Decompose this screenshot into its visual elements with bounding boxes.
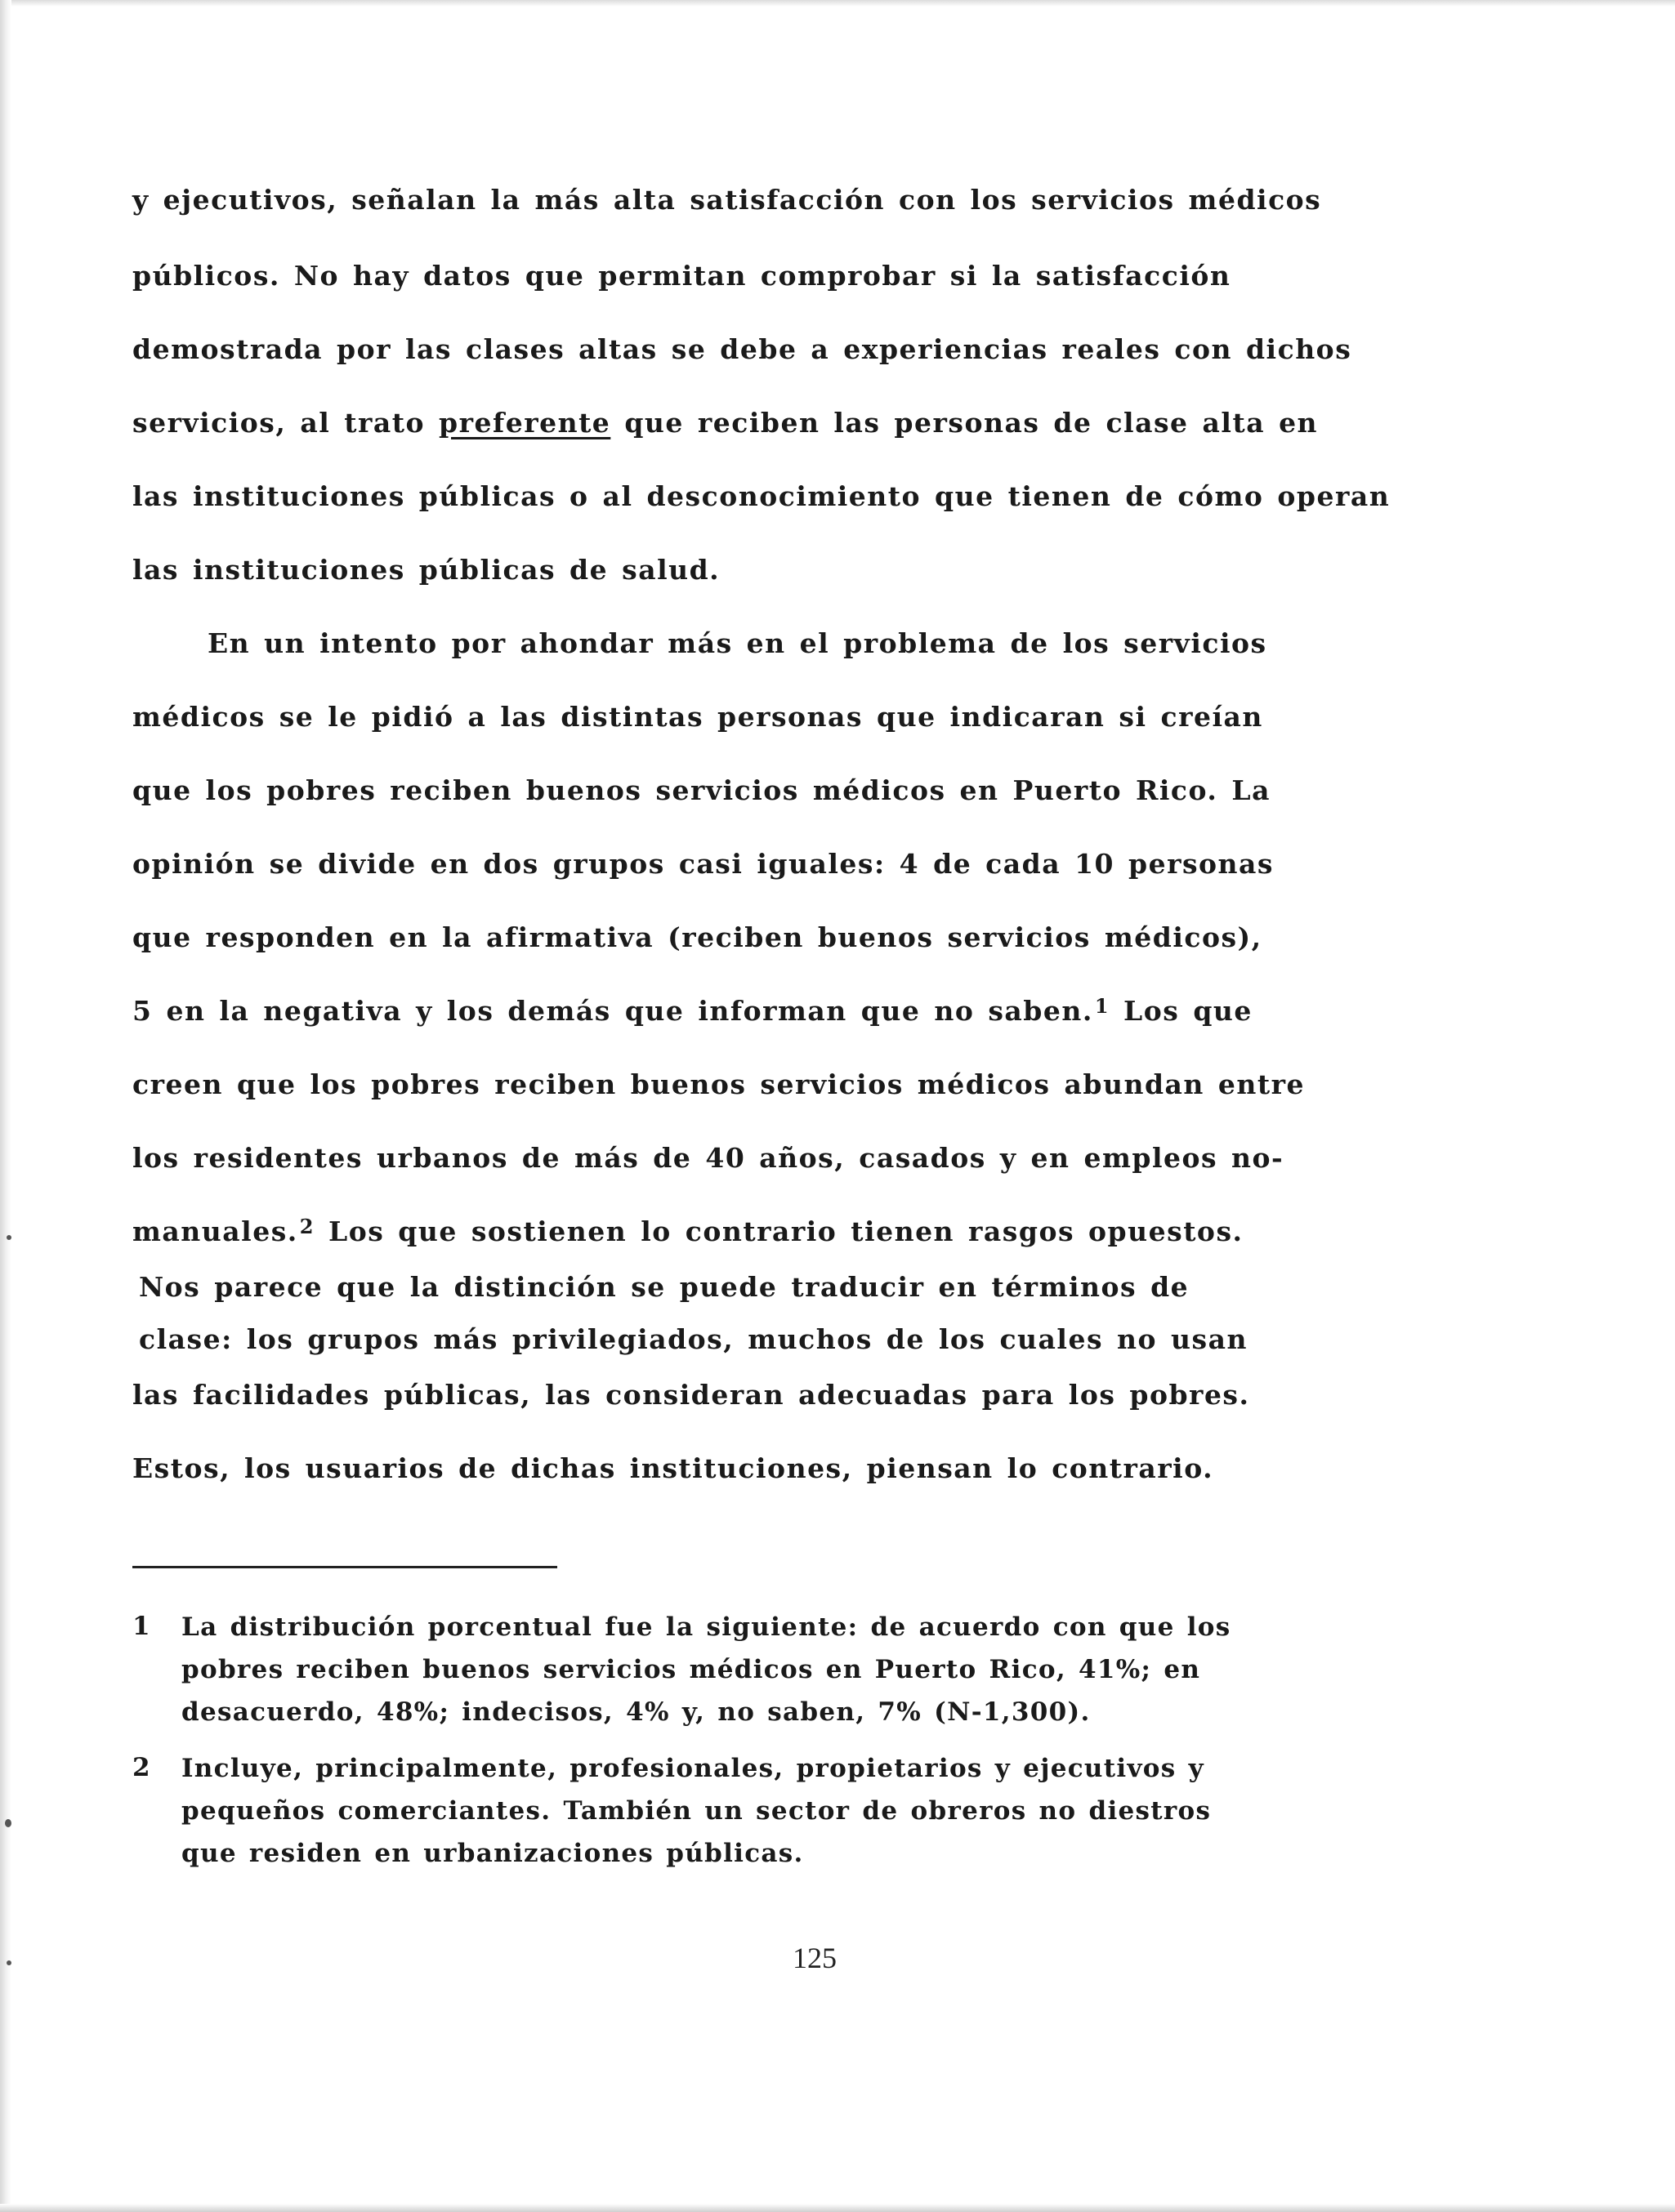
body-line-14: los residentes urbanos de más de 40 años, casados y en empleos no- [132,1142,1284,1174]
body-line-18: las facilidades públicas, las consideran adecuadas para los pobres. [132,1379,1250,1411]
footnote-ref-1: 1 [1094,994,1110,1018]
body-line-11: que responden en la afirmativa (reciben buenos servicios médicos), [132,921,1262,953]
body-line-2: públicos. No hay datos que permitan comprobar si la satisfacción [132,260,1231,292]
body-line-4 [132,407,1318,439]
body-line-6: las instituciones públicas de salud. [132,554,721,586]
body-line-4-end: que reciben las personas de clase alta en [624,407,1319,439]
body-line-15-end: Los que sostienen lo contrario tienen rasgos opuestos. [328,1215,1244,1247]
footnote-2-line-3: que residen en urbanizaciones públicas. [181,1839,804,1868]
footnote-2-line-2: pequeños comerciantes. También un sector de obreros no diestros [181,1796,1212,1826]
body-line-8: médicos se le pidió a las distintas personas que indicaran si creían [132,701,1263,733]
footnote-2-line-1: Incluye, principalmente, profesionales, propietarios y ejecutivos y [181,1754,1204,1783]
body-line-12-start: 5 en la negativa y los demás que informan que no saben. [132,995,1093,1027]
scan-speck [5,1819,11,1827]
body-line-7: En un intento por ahondar más en el problema de los servicios [208,627,1267,659]
body-line-15 [132,1215,1244,1248]
footnote-separator [132,1566,557,1568]
body-line-15-start: manuales. [132,1215,298,1247]
scan-speck [7,1960,11,1965]
scan-speck [7,1235,11,1240]
footnote-ref-2: 2 [299,1215,315,1238]
body-line-13: creen que los pobres reciben buenos servicios médicos abundan entre [132,1068,1305,1100]
body-line-3: demostrada por las clases altas se debe a experiencias reales con dichos [132,333,1352,365]
body-line-10: opinión se divide en dos grupos casi iguales: 4 de cada 10 personas [132,848,1275,880]
body-line-4-start: servicios, al trato [132,407,426,439]
body-line-16: Nos parece que la distinción se puede traducir en términos de [139,1271,1190,1303]
body-line-17: clase: los grupos más privilegiados, muchos de los cuales no usan [139,1323,1248,1355]
body-line-5: las instituciones públicas o al desconocimiento que tienen de cómo operan [132,480,1391,512]
body-line-12 [132,995,1253,1028]
body-line-1: y ejecutivos, señalan la más alta satisfacción con los servicios médicos [132,184,1322,216]
page-edge-bottom [0,2204,1675,2212]
footnote-2-number: 2 [132,1753,150,1782]
footnote-1-line-2: pobres reciben buenos servicios médicos en Puerto Rico, 41%; en [181,1655,1201,1684]
page-number: 125 [793,1942,837,1974]
footnote-1-line-1: La distribución porcentual fue la siguiente: de acuerdo con que los [181,1612,1231,1642]
body-line-19: Estos, los usuarios de dichas instituciones, piensan lo contrario. [132,1452,1214,1484]
page-edge-left [0,0,11,2212]
footnote-1-number: 1 [132,1612,150,1641]
page-edge-top [0,0,1675,7]
emphasis-preferente: preferente [439,407,611,439]
body-line-9: que los pobres reciben buenos servicios médicos en Puerto Rico. La [132,774,1271,806]
footnote-1-line-3: desacuerdo, 48%; indecisos, 4% y, no saben, 7% (N-1,300). [181,1697,1091,1727]
body-line-12-end: Los que [1123,995,1253,1027]
